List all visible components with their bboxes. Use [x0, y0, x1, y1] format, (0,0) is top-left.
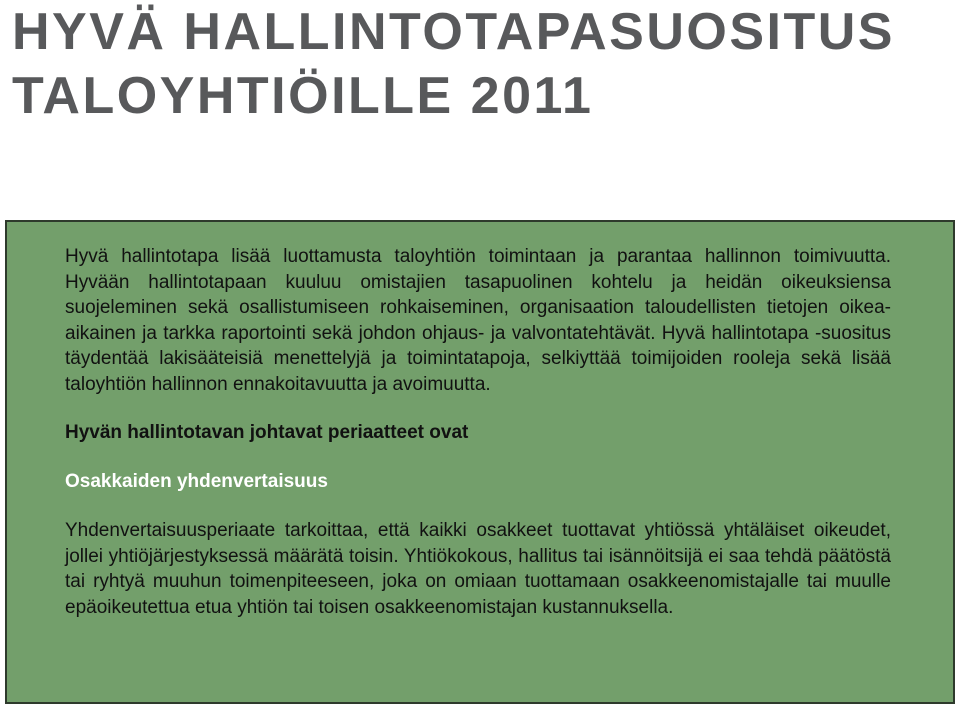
- intro-paragraph: Hyvä hallintotapa lisää luottamusta taloyhtiön toimintaan ja parantaa hallinnon toimivuutta. Hyvään hallintotapaan kuuluu omistajien tasapuolinen kohtelu ja heidän oikeuksiensa suojeleminen sekä osallistumiseen rohkaiseminen, organisaation taloudellisten tietojen oikea-aikainen ja tarkka raportointi sekä johdon ohjaus- ja valvontatehtävät. Hyvä hallintotapa -suositus täydentää lakisääteisiä menettelyjä ja toimintatapoja, selkiyttää toimijoiden rooleja sekä lisää taloyhtiön hallinnon ennakoitavuutta ja avoimuutta.: [65, 246, 891, 395]
- content-panel: [5, 220, 955, 704]
- document-title-line-2: TALOYHTIÖILLE 2011: [12, 67, 594, 125]
- equality-paragraph: Yhdenvertaisuusperiaate tarkoittaa, että kaikki osakkeet tuottavat yhtiössä yhtäläiset oikeudet, jollei yhtiöjärjestyksessä määrätä toisin. Yhtiökokous, hallitus tai isännöitsijä ei saa tehdä päätöstä tai ryhtyä muuhun toimenpiteeseen, joka on omiaan tuottamaan osakkeenomistajalle tai muulle epäoikeutettua etua yhtiön tai toisen osakkeenomistajan kustannuksella.: [65, 520, 891, 618]
- document-title-line-1: HYVÄ HALLINTOTAPASUOSITUS: [12, 3, 895, 61]
- equality-heading: Osakkaiden yhdenvertaisuus: [65, 471, 328, 492]
- panel-text-block: [65, 244, 891, 620]
- principles-heading: Hyvän hallintotavan johtavat periaatteet ovat: [65, 422, 469, 443]
